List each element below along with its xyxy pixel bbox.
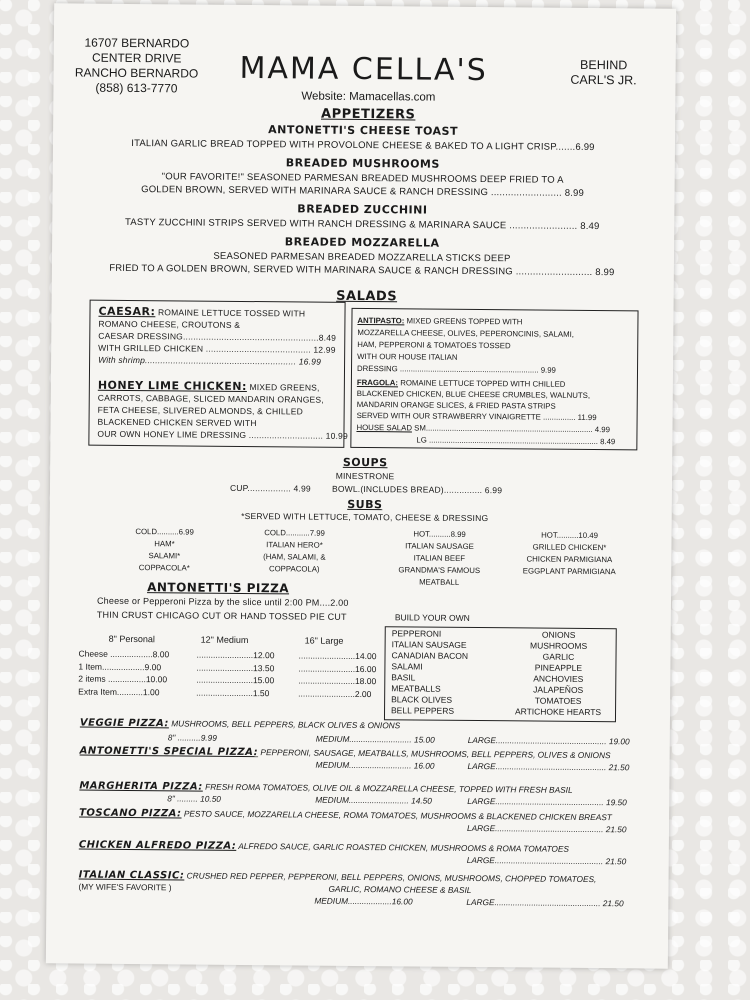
price-small: 8" ......... 10.50 — [167, 793, 221, 804]
antipasto-line: HAM, PEPPERONI & TOMATOES TOSSED — [357, 339, 511, 351]
specialty-pizza — [79, 808, 659, 845]
appetizer-desc: FRIED TO A GOLDEN BROWN, SERVED WITH MARINARA SAUCE & RANCH DRESSING ........................... 8.99 — [109, 262, 615, 279]
size-personal: 8" Personal — [108, 633, 155, 645]
sub-item: MEATBALL — [419, 577, 460, 587]
soup-cup-price: CUP................. 4.99 — [229, 482, 311, 494]
pizza-crust-note: THIN CRUST CHICAGO CUT OR HAND TOSSED PIE CUT — [96, 609, 347, 622]
antipasto-line: WITH OUR HOUSE ITALIAN — [357, 351, 458, 362]
fragola-title: FRAGOLA: — [356, 377, 399, 388]
specialty-name: ANTONETTI'S SPECIAL PIZZA: — [79, 745, 259, 759]
topping: ANCHOVIES — [533, 673, 584, 684]
salads-heading: SALADS — [336, 288, 398, 305]
appetizer-name: BREADED MOZZARELLA — [284, 235, 440, 250]
house-salad-small: SM............................................................................. 4.99 — [414, 423, 611, 435]
specialty-desc: PEPPERONI, SAUSAGE, MEATBALLS, MUSHROOMS, BELL PEPPERS, OLIVES & ONIONS — [260, 747, 611, 761]
appetizer-desc: TASTY ZUCCHINI STRIPS SERVED WITH RANCH DRESSING & MARINARA SAUCE ........................ 8.49 — [124, 216, 600, 233]
specialty-name: TOSCANO PIZZA: — [79, 807, 182, 820]
pizza-price-table — [78, 648, 378, 701]
sub-item: ITALIAN HERO* — [266, 540, 323, 550]
specialty-name: VEGGIE PIZZA: — [79, 717, 169, 730]
row-medium: ........................1.50 — [196, 687, 270, 698]
price-large: LARGE............................................... 21.50 — [466, 854, 627, 867]
appetizer-desc: "OUR FAVORITE!" SEASONED PARMESAN BREADED MUSHROOMS DEEP FRIED TO A — [161, 171, 564, 186]
sub-price: HOT..........10.49 — [541, 530, 599, 541]
restaurant-title: MAMA CELLA'S — [239, 50, 488, 89]
row-medium: ........................15.00 — [196, 674, 275, 686]
row-label: Cheese ..................8.00 — [78, 648, 170, 660]
topping: CANADIAN BACON — [391, 650, 469, 661]
appetizer-item — [63, 121, 663, 153]
pizza-slice-note: Cheese or Pepperoni Pizza by the slice until 2:00 PM....2.00 — [96, 595, 349, 608]
italian-classic-note: (MY WIFE'S FAVORITE ) — [78, 881, 172, 893]
row-label: Extra Item...........1.00 — [78, 686, 160, 697]
pizza-size-header — [97, 633, 387, 646]
fragola-line: SERVED WITH OUR STRAWBERRY VINAIGRETTE ............... 11.99 — [356, 410, 597, 423]
appetizer-item — [62, 200, 662, 232]
price-small: 8" ..........9.99 — [167, 732, 217, 743]
row-medium: ........................12.00 — [196, 649, 275, 661]
specialty-name: MARGHERITA PIZZA: — [79, 780, 203, 793]
price-large: LARGE................................................ 19.00 — [467, 734, 630, 747]
caesar-line: With shrimp........................................................... 16.99 — [98, 354, 322, 367]
price-medium: MEDIUM........................... 16.00 — [315, 759, 435, 771]
build-your-own-heading: BUILD YOUR OWN — [394, 612, 470, 623]
caesar-line: WITH GRILLED CHICKEN ......................................... 12.99 — [98, 342, 336, 355]
subs-column — [99, 526, 229, 575]
appetizer-desc: ITALIAN GARLIC BREAD TOPPED WITH PROVOLONE CHEESE & BAKED TO A LIGHT CRISP.......6.99 — [131, 137, 595, 154]
topping: MUSHROOMS — [529, 640, 588, 651]
appetizer-desc: SEASONED PARMESAN BREADED MOZZARELLA STICKS DEEP — [213, 250, 511, 265]
antipasto-line: MOZZARELLA CHEESE, OLIVES, PEPERONCINIS, SALAMI, — [357, 327, 575, 339]
specialty-desc: PESTO SAUCE, MOZZARELLA CHEESE, ROMA TOMATOES, MUSHROOMS & BLACKENED CHICKEN BREAST — [183, 808, 612, 823]
price-large: LARGE................................................ 21.50 — [467, 760, 630, 773]
subs-column — [504, 529, 634, 578]
sub-item: ITALIAN SAUSAGE — [405, 541, 474, 551]
sub-price: COLD..........6.99 — [135, 527, 194, 537]
appetizer-name: BREADED ZUCCHINI — [297, 202, 428, 217]
address-line: 16707 BERNARDO — [84, 35, 190, 51]
honey-lime-line: BLACKENED CHICKEN SERVED WITH — [97, 416, 257, 429]
specialty-desc: ALFREDO SAUCE, GARLIC ROASTED CHICKEN, MUSHROOMS & ROMA TOMATOES — [238, 840, 570, 854]
restaurant-address — [71, 35, 202, 96]
phone-number: (858) 613-7770 — [95, 80, 178, 96]
topping: TOMATOES — [534, 695, 582, 706]
house-salad-title: HOUSE SALAD — [356, 422, 413, 433]
row-large: ........................16.00 — [298, 662, 377, 674]
appetizer-item — [63, 154, 663, 199]
topping: BASIL — [391, 672, 416, 683]
honey-lime-title: HONEY LIME CHICKEN: — [97, 378, 247, 394]
honey-lime-line: FETA CHEESE, SLIVERED ALMONDS, & CHILLED — [97, 404, 303, 417]
row-large: ........................14.00 — [298, 650, 377, 662]
house-salad-large: LG .............................................................................. 8.49 — [416, 435, 616, 447]
price-large: LARGE.............................................. 21.50 — [466, 896, 624, 909]
subs-note: *SERVED WITH LETTUCE, TOMATO, CHEESE & DRESSING — [241, 510, 489, 524]
sub-item: COPPACOLA) — [268, 564, 320, 574]
antipasto-title: ANTIPASTO: — [357, 315, 405, 326]
fragola-line: BLACKENED CHICKEN, BLUE CHEESE CRUMBLES, WALNUTS, — [356, 388, 591, 400]
specialty-name: ITALIAN CLASSIC: — [78, 869, 185, 882]
topping: MEATBALLS — [391, 683, 441, 694]
price-medium: MEDIUM...................16.00 — [314, 895, 413, 907]
subs-column — [234, 527, 354, 576]
size-medium: 12" Medium — [200, 634, 249, 646]
appetizer-desc: GOLDEN BROWN, SERVED WITH MARINARA SAUCE & RANCH DRESSING ......................... 8.99 — [141, 184, 585, 199]
specialty-name: CHICKEN ALFREDO PIZZA: — [78, 839, 237, 852]
topping: JALAPEÑOS — [533, 684, 584, 695]
topping: ARTICHOKE HEARTS — [514, 706, 602, 718]
appetizer-name: BREADED MUSHROOMS — [285, 156, 440, 171]
price-medium: MEDIUM.......................... 14.50 — [315, 794, 432, 806]
antipasto-line: MIXED GREENS TOPPED WITH — [406, 316, 523, 327]
sub-item: COPPACOLA* — [138, 563, 190, 573]
fragola-line: ROMAINE LETTUCE TOPPED WITH CHILLED — [400, 378, 566, 389]
row-medium: ........................13.50 — [196, 662, 275, 673]
appetizer-name: ANTONETTI'S CHEESE TOAST — [268, 123, 459, 138]
antipasto-salad — [357, 315, 574, 377]
address-line: RANCHO BERNARDO — [74, 65, 199, 81]
toppings-left — [391, 628, 468, 717]
location-line: BEHIND — [579, 57, 628, 73]
price-large: LARGE............................................... 21.50 — [466, 822, 627, 835]
caesar-salad — [98, 306, 336, 368]
sub-item: GRILLED CHICKEN* — [532, 542, 607, 553]
fragola-salad — [357, 377, 597, 423]
price-large: LARGE............................................... 19.50 — [467, 795, 627, 808]
topping: SALAMI — [391, 661, 423, 672]
sub-item: ITALIAN BEEF — [413, 553, 466, 563]
specialty-pizzas — [78, 718, 660, 915]
appetizers-heading: APPETIZERS — [320, 106, 416, 123]
specialty-desc: CRUSHED RED PEPPER, PEPPERONI, BELL PEPPERS, ONIONS, MUSHROOMS, CHOPPED TOMATOES, — [186, 870, 597, 885]
location-line: CARL'S JR. — [570, 72, 637, 88]
topping: GARLIC — [542, 651, 575, 662]
appetizer-item — [62, 233, 662, 278]
subs-heading: SUBS — [347, 497, 383, 512]
appetizers-section — [62, 121, 663, 278]
price-medium: MEDIUM........................... 15.00 — [315, 733, 435, 745]
fragola-line: MANDARIN ORANGE SLICES, & FRIED PASTA STRIPS — [356, 399, 556, 411]
topping: PEPPERONI — [391, 628, 442, 639]
pizza-heading: ANTONETTI'S PIZZA — [147, 580, 290, 596]
italian-classic — [78, 870, 658, 915]
sub-price: COLD...........7.99 — [264, 528, 325, 538]
sub-item: CHICKEN PARMIGIANA — [526, 554, 613, 565]
row-label: 2 items ................10.00 — [78, 673, 168, 685]
specialty-desc: GARLIC, ROMANO CHEESE & BASIL — [328, 883, 472, 895]
address-line: CENTER DRIVE — [91, 50, 182, 66]
honey-lime-line: CARROTS, CABBAGE, SLICED MANDARIN ORANGES, — [97, 392, 324, 405]
subs-column — [374, 528, 505, 589]
soup-bowl-price: BOWL.(INCLUDES BREAD)............... 6.99 — [331, 483, 503, 496]
topping: BLACK OLIVES — [391, 694, 453, 705]
specialty-desc: FRESH ROMA TOMATOES, OLIVE OIL & MOZZARELLA CHEESE, TOPPED WITH FRESH BASIL — [205, 781, 573, 795]
honey-lime-line: OUR OWN HONEY LIME DRESSING ............................. 10.99 — [97, 428, 348, 441]
topping: PINEAPPLE — [534, 662, 583, 673]
specialty-desc: MUSHROOMS, BELL PEPPERS, BLACK OLIVES & ONIONS — [171, 718, 401, 731]
row-large: ........................18.00 — [298, 675, 377, 687]
website-link[interactable]: Website: Mamacellas.com — [301, 90, 436, 104]
row-large: ........................2.00 — [298, 687, 372, 699]
sub-price: HOT..........8.99 — [413, 529, 466, 539]
sub-item: GRANDMA'S FAMOUS — [398, 565, 481, 576]
caesar-line: ROMAINE LETTUCE TOSSED WITH — [157, 307, 306, 319]
menu-sheet — [46, 3, 676, 968]
pizza-price-row — [78, 685, 378, 700]
house-salad — [356, 422, 615, 448]
honey-lime-salad — [97, 380, 348, 442]
honey-lime-line: MIXED GREENS, — [249, 382, 320, 393]
size-large: 16" Large — [304, 635, 344, 646]
caesar-line: CAESAR DRESSING.....................................................8.49 — [98, 330, 337, 343]
caesar-title: CAESAR: — [98, 304, 156, 319]
topping: ONIONS — [541, 629, 576, 640]
caesar-line: ROMANO CHEESE, CROUTONS & — [98, 318, 241, 330]
antipasto-line: DRESSING ................................................................ 9.99 — [356, 363, 556, 375]
toppings-right — [503, 629, 614, 718]
topping: ITALIAN SAUSAGE — [391, 639, 467, 650]
sub-item: (HAM, SALAMI, & — [263, 552, 326, 562]
specialty-pizza — [79, 746, 659, 786]
sub-item: EGGPLANT PARMIGIANA — [522, 566, 616, 577]
row-label: 1 Item..................9.00 — [78, 661, 162, 672]
sub-item: SALAMI* — [148, 551, 181, 561]
sub-item: HAM* — [154, 539, 175, 549]
location-note — [553, 58, 653, 89]
soups-heading: SOUPS — [342, 455, 388, 470]
topping: BELL PEPPERS — [391, 705, 455, 716]
soup-name: MINESTRONE — [335, 470, 395, 482]
